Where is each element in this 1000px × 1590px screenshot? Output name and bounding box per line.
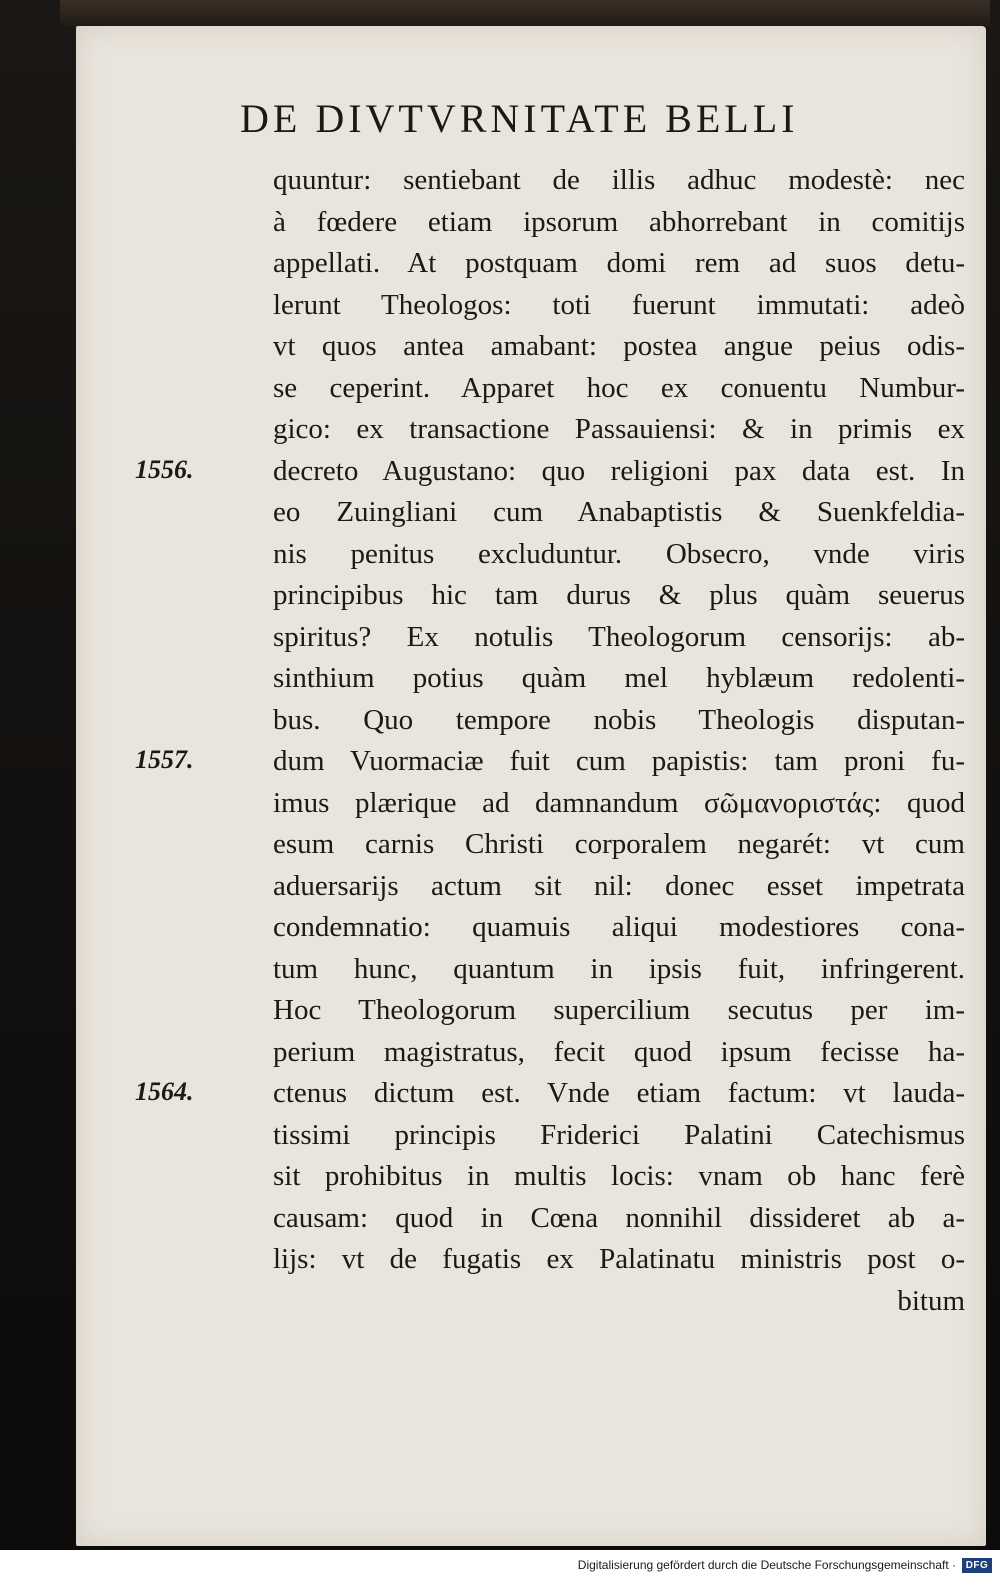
text-line: à fœdere etiam ipsorum abhorrebant in comitijs [273, 205, 965, 238]
text-line: bitum [897, 1284, 965, 1317]
text-line: sit prohibitus in multis locis: vnam ob hanc ferè [273, 1160, 965, 1192]
text-line: spiritus? Ex notulis Theologorum censorijs: ab- [273, 620, 965, 653]
text-line: principibus hic tam durus & plus quàm seuerus [273, 579, 965, 611]
text-line: appellati. At postquam domi rem ad suos detu- [273, 247, 965, 279]
margin-note-year: 1564. [135, 1077, 194, 1106]
text-line: vt quos antea amabant: postea angue peius odis- [273, 330, 965, 362]
text-line: tum hunc, quantum in ipsis fuit, infringerent. [273, 952, 965, 985]
body-text [273, 160, 965, 1322]
text-line: quuntur: sentiebant de illis adhuc modestè: nec [273, 164, 965, 196]
text-line: esum carnis Christi corporalem negarét: vt cum [273, 828, 965, 860]
text-line: bus. Quo tempore nobis Theologis disputan- [273, 703, 965, 736]
text-line: aduersarijs actum sit nil: donec esset impetrata [273, 869, 965, 902]
margin-note-year: 1556. [135, 454, 194, 484]
digitization-footer [0, 1550, 1000, 1590]
text-line: gico: ex transactione Passauiensi: & in primis ex [273, 413, 965, 445]
text-line: condemnatio: quamuis aliqui modestiores cona- [273, 911, 965, 943]
text-line: perium magistratus, fecit quod ipsum fecisse ha- [273, 1035, 965, 1068]
running-head: DE DIVTVRNITATE BELLI [240, 96, 799, 141]
margin-note-year: 1557. [135, 745, 194, 774]
book-edge [60, 0, 990, 26]
text-line: lerunt Theologos: toti fuerunt immutati: adeò [273, 288, 965, 321]
text-line: decreto Augustano: quo religioni pax data est. In [273, 454, 965, 487]
text-line: ctenus dictum est. Vnde etiam factum: vt lauda- [273, 1077, 965, 1109]
text-line: Hoc Theologorum supercilium secutus per im- [273, 994, 965, 1026]
text-line: lijs: vt de fugatis ex Palatinatu ministris post o- [273, 1243, 965, 1275]
text-line: imus plærique ad damnandum σῶμανοριστάς: quod [273, 786, 965, 819]
footer-credit: Digitalisierung gefördert durch die Deutsche Forschungsgemeinschaft · [577, 1558, 956, 1572]
text-line: nis penitus excluduntur. Obsecro, vnde viris [273, 537, 965, 570]
dfg-logo-icon: DFG [962, 1558, 992, 1573]
text-line: eo Zuingliani cum Anabaptistis & Suenkfeldia- [273, 496, 965, 528]
text-line: tissimi principis Friderici Palatini Catechismus [273, 1118, 965, 1151]
text-line: sinthium potius quàm mel hyblæum redolenti- [273, 662, 965, 694]
text-line: dum Vuormaciæ fuit cum papistis: tam proni fu- [273, 745, 965, 777]
text-line: se ceperint. Apparet hoc ex conuentu Numbur- [273, 371, 965, 404]
text-line: causam: quod in Cœna nonnihil dissideret ab a- [273, 1201, 965, 1234]
